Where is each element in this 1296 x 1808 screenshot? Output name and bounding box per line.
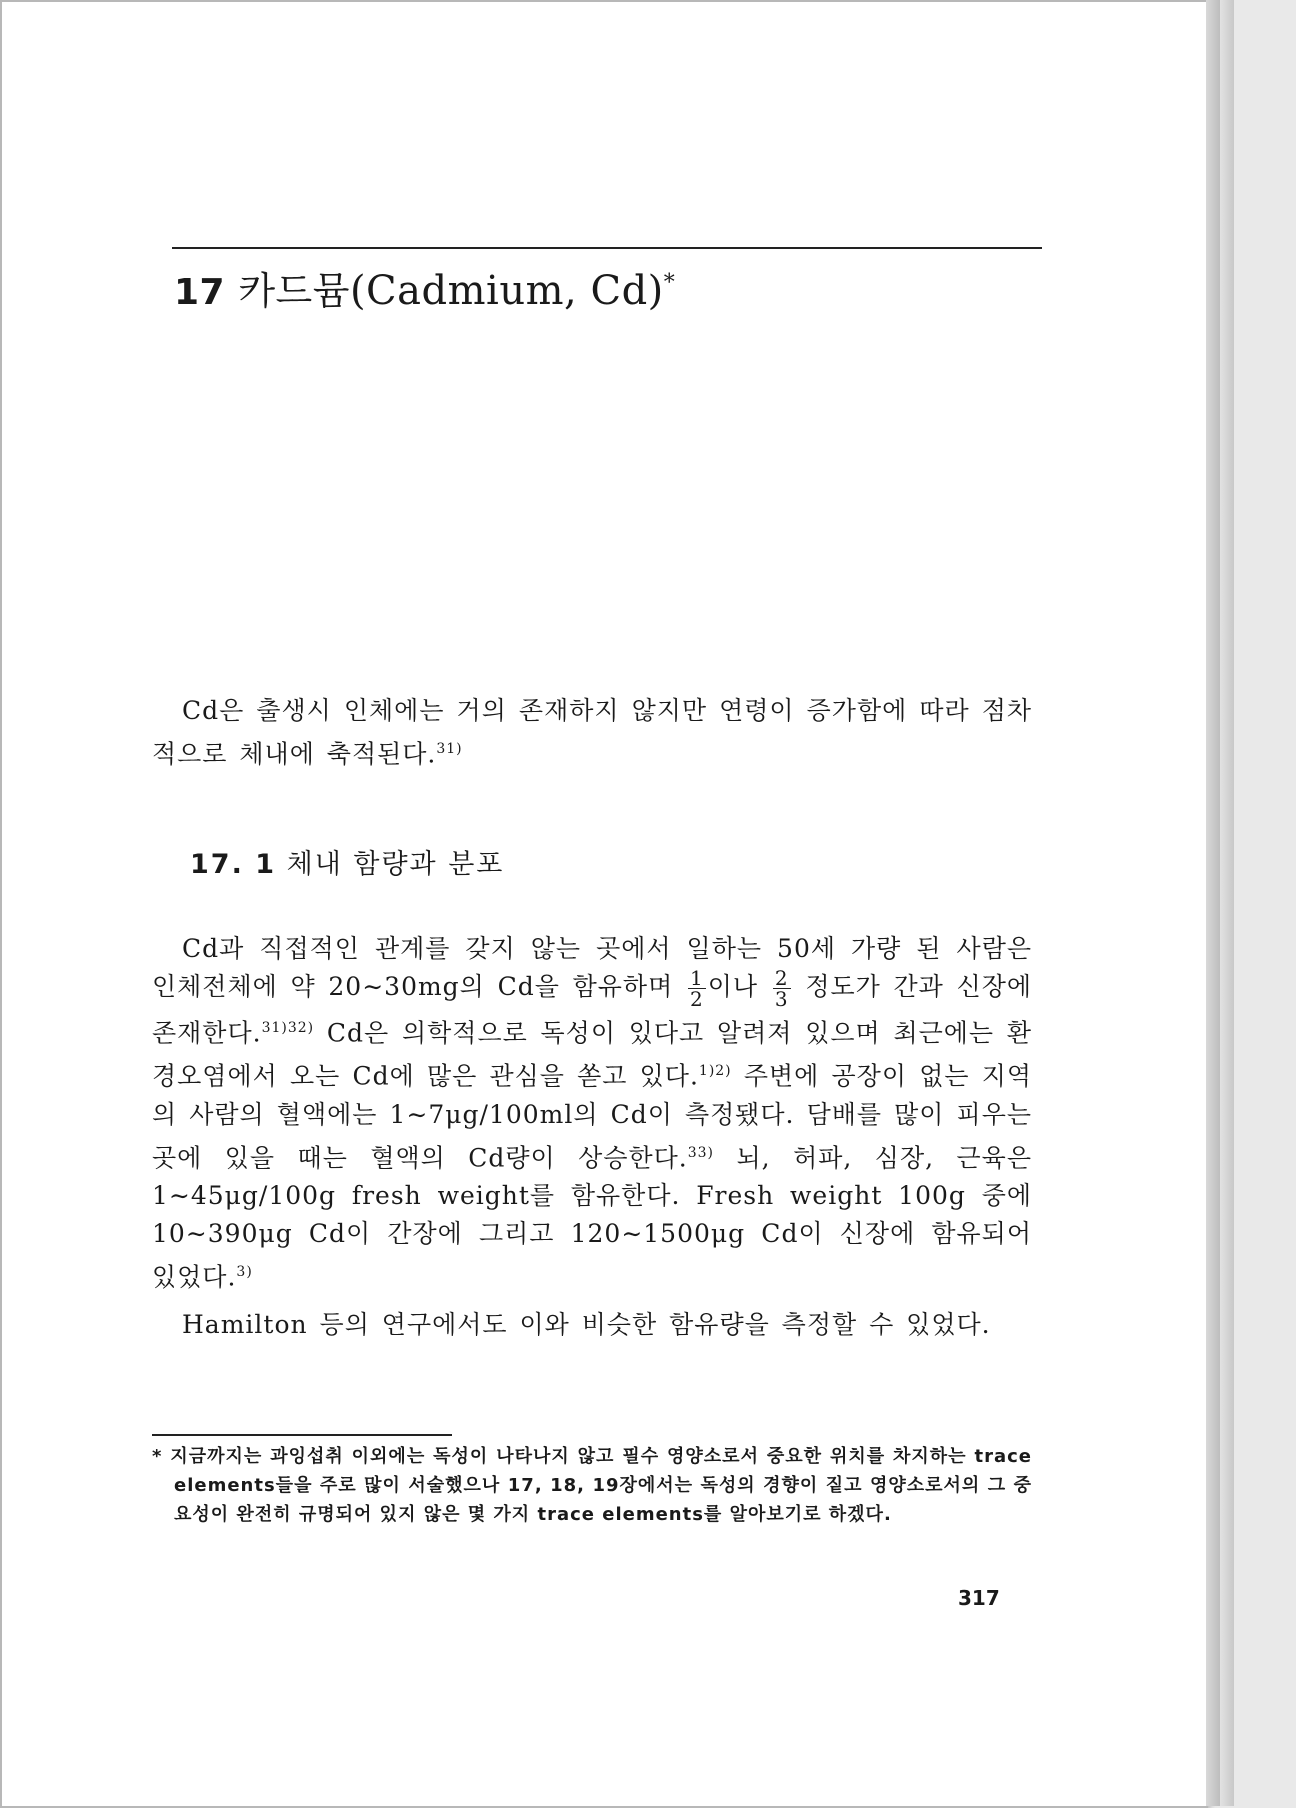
ref-1-2: 1)2): [698, 1063, 732, 1080]
body-text-b: 이나: [707, 972, 759, 1001]
fraction-one-half: [688, 968, 706, 1009]
fraction-denominator: 3: [774, 987, 789, 1011]
section-heading: [190, 842, 504, 881]
ref-3: 3): [236, 1263, 253, 1280]
page-stack-edge: [1206, 0, 1220, 1806]
intro-text: Cd은 출생시 인체에는 거의 존재하지 않지만 연령이 증가함에 따라 점차적으로 체내에 축적된다.: [152, 696, 1032, 769]
section-title: 체내 함량과 분포: [286, 849, 505, 880]
fraction-numerator: 1: [690, 966, 704, 990]
body-text-c: 정도가 간과 신장에 존재한다.: [152, 972, 1033, 1048]
body-text-e: 주변에 공장이 없는 지역의 사람의 혈액에는 1∼7μg/100ml의 Cd이 측정됐다. 담배를 많이 피우는 곳에 있을 때는 혈액의 Cd량이 상승한다.: [152, 1061, 1033, 1172]
footnote-rule: [152, 1434, 452, 1436]
body-text-f: 뇌, 허파, 심장, 근육은 1∼45μg/100g fresh weight를 함유한다. Fresh weight 100g 중에 10∼390μg Cd이 간장에 그리고 120∼1500μg Cd이 신장에 함유되어 있었다.: [152, 1142, 1032, 1292]
chapter-title-korean: 카드뮴: [238, 269, 350, 313]
page-number: 317: [958, 1586, 1000, 1610]
section-number: 17. 1: [190, 849, 277, 880]
ref-33: 33): [687, 1144, 715, 1161]
body-paragraph-1: [152, 930, 1032, 1296]
fraction-denominator: 2: [690, 987, 704, 1011]
page-stack-edge: [1220, 0, 1234, 1806]
body-text-a: Cd과 직접적인 관계를 갖지 않는 곳에서 일하는 50세 가량 된 사람은 인체전체에 약 20∼30mg의 Cd을 함유하며: [152, 934, 1032, 1001]
footnote-text: 지금까지는 과잉섭취 이외에는 독성이 나타나지 않고 필수 영양소로서 중요한 위치를 차지하는 trace elements들을 주로 많이 서술했으나 17, 18, 19장에서는 독성의 경향이 짙고 영양소로서의 그 중요성이 완전히 규명되어 있지 않은 몇 가지 trace elements를 알아보기로 하겠다.: [170, 1446, 1032, 1525]
chapter-title: [174, 260, 675, 315]
footnote-mark: *: [663, 270, 676, 296]
fraction-numerator: 2: [774, 966, 789, 990]
intro-ref: 31): [436, 741, 463, 757]
fraction-two-thirds: [773, 968, 791, 1009]
body-paragraph-2: [152, 1306, 1032, 1344]
chapter-number: 17: [174, 272, 226, 313]
intro-paragraph: [152, 692, 1032, 773]
ref-31-32: 31)32): [261, 1020, 315, 1036]
footnote: [152, 1442, 1032, 1529]
footnote-marker: *: [152, 1446, 163, 1467]
page-content: [152, 2, 1032, 1802]
body-text-hamilton: Hamilton 등의 연구에서도 이와 비슷한 함유량을 측정할 수 있었다.: [182, 1310, 991, 1339]
chapter-title-english: (Cadmium, Cd): [349, 268, 664, 314]
chapter-rule: [172, 247, 1042, 249]
body-text-d: Cd은 의학적으로 독성이 있다고 알려져 있으며 최근에는 환경오염에서 오는 Cd에 많은 관심을 쏟고 있다.: [152, 1018, 1032, 1091]
